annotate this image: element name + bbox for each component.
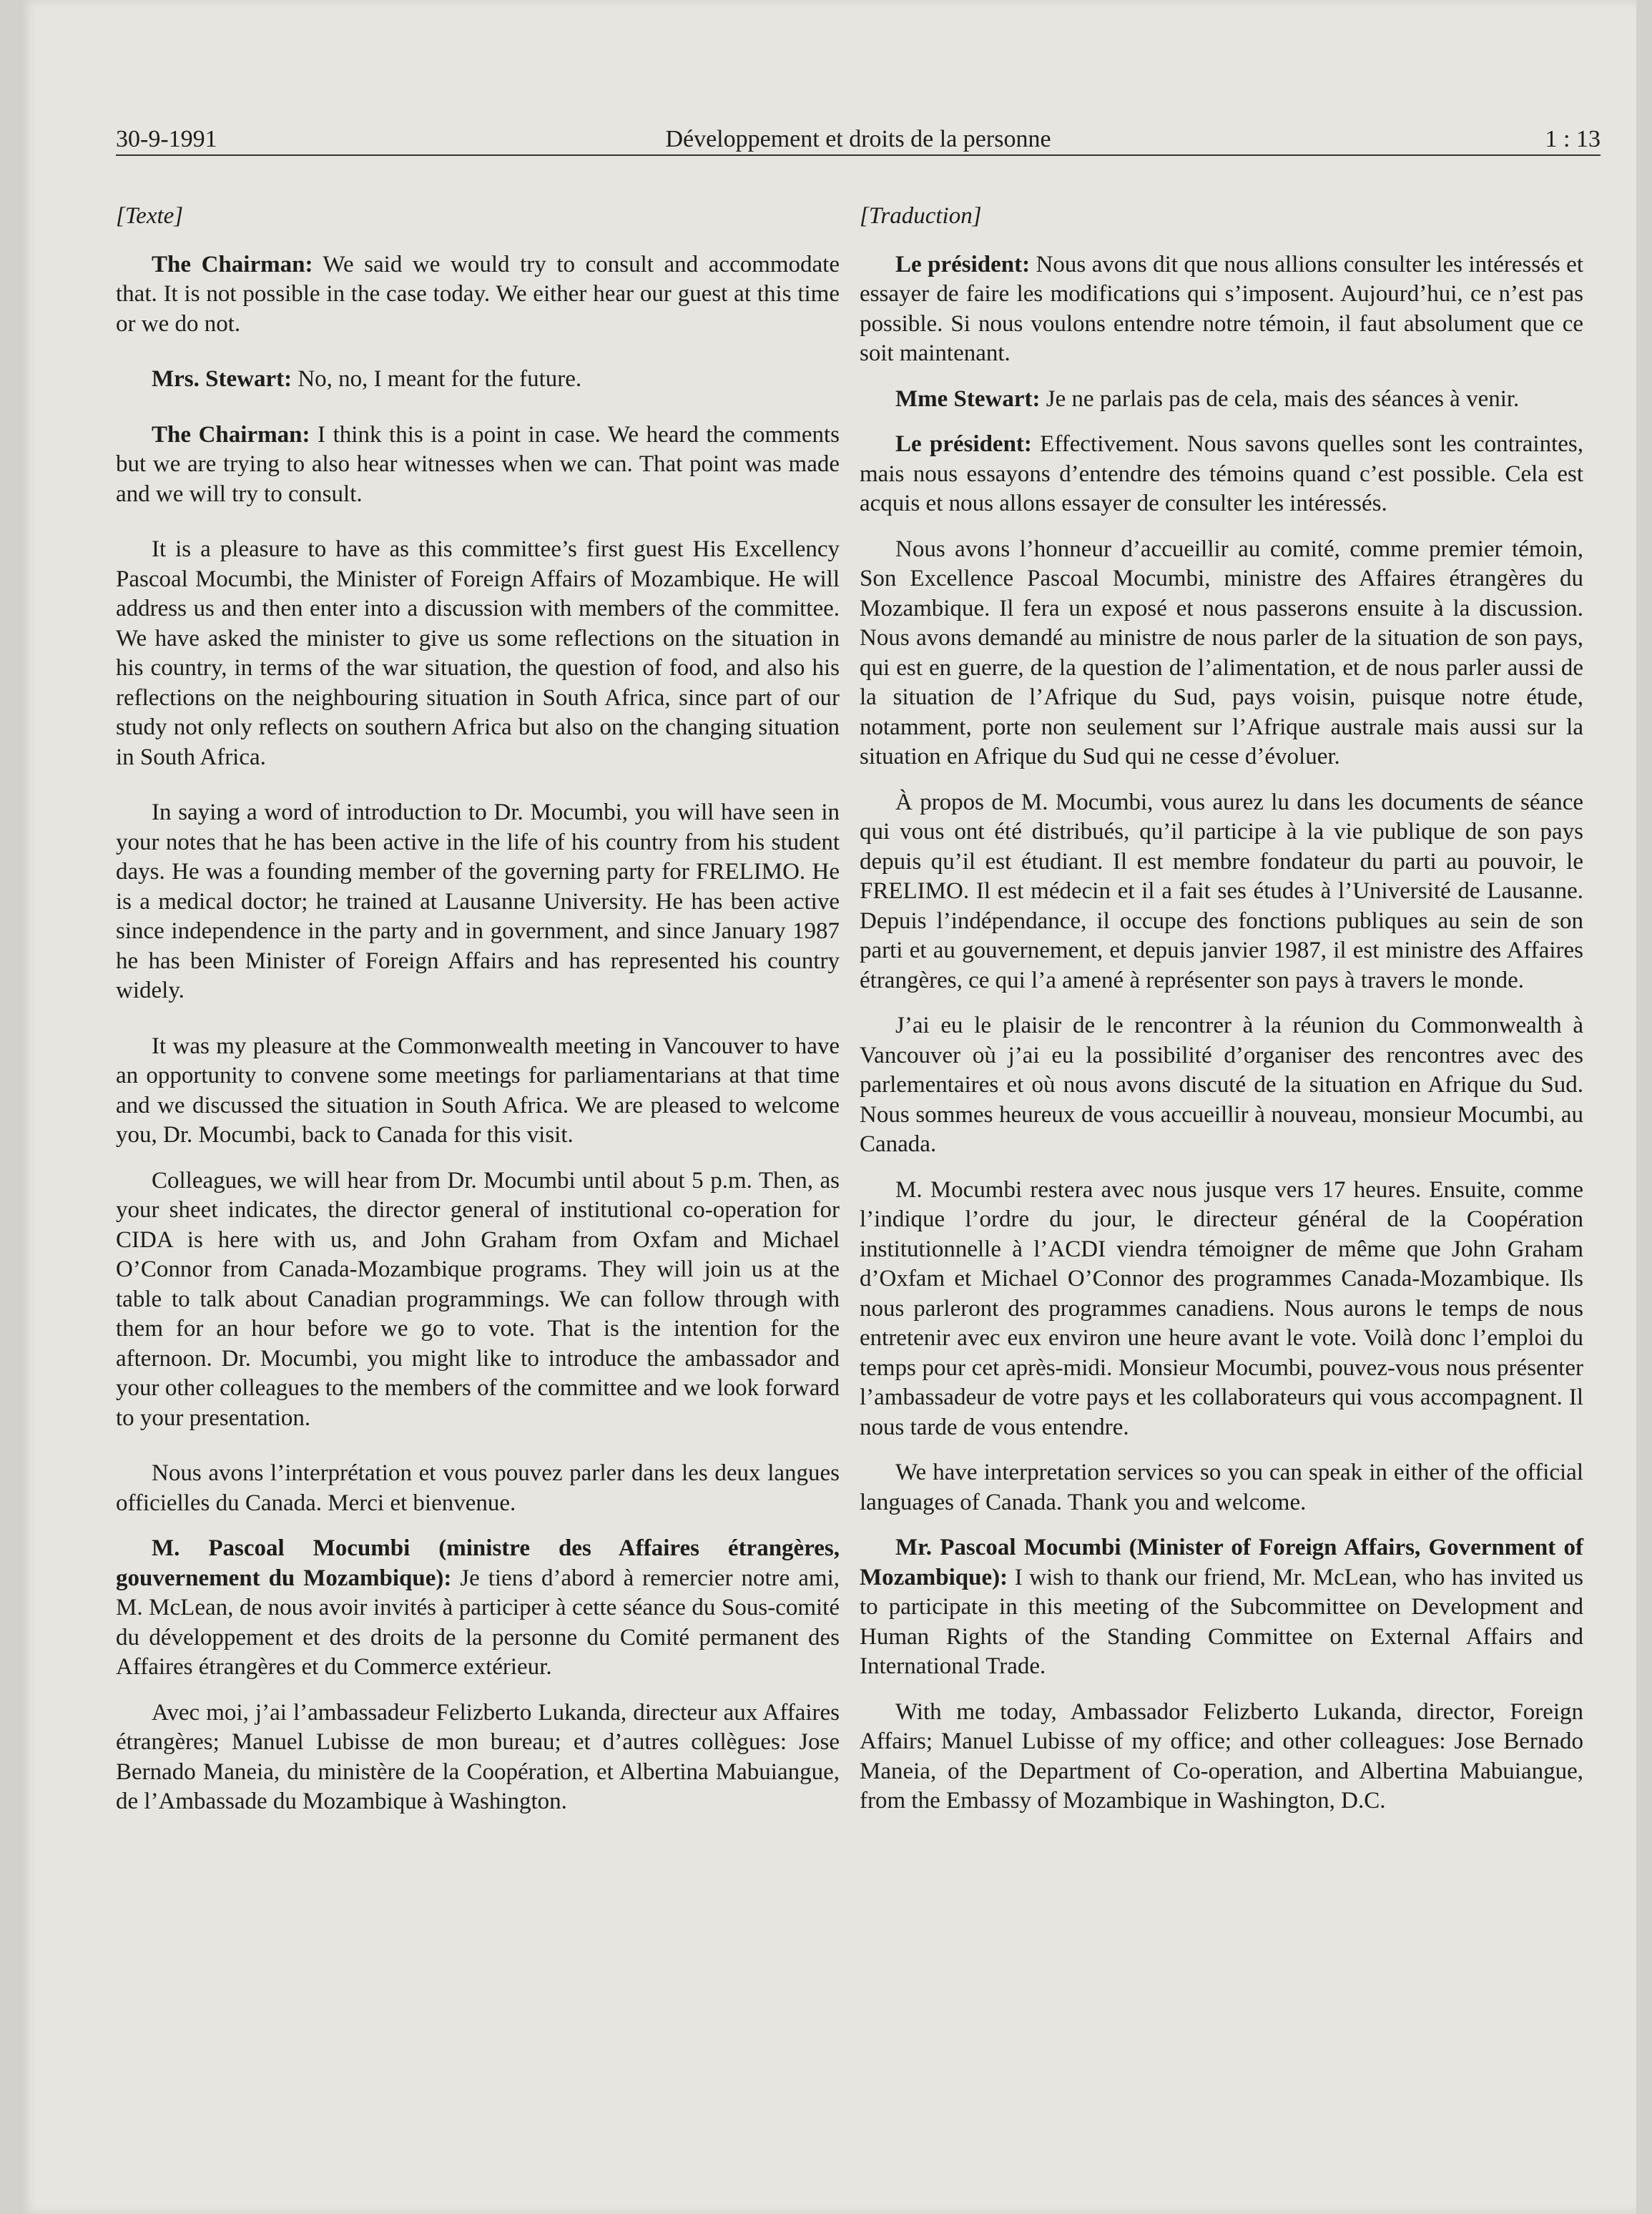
- paragraph: We have interpretation services so you can speak in either of the official languages of Canada. Thank you and welcome.: [860, 1460, 1583, 1515]
- paragraph: It is a pleasure to have as this committee’s first guest His Excellency Pascoal Mocumbi, the Minister of Foreign Affairs of Mozambique. He will address us and then enter into a discussion with members of the committee. We have asked the minister to give us some reflections on the situation in his country, in terms of the war situation, the question of food, and also his reflections on the neighbouring situation in South Africa, since part of our study not only reflects on southern Africa but also on the changing situation in South Africa.: [116, 536, 840, 770]
- speaker-name: The Chairman:: [152, 421, 310, 448]
- header-date: 30-9-1991: [116, 126, 217, 152]
- paragraph: J’ai eu le plaisir de le rencontrer à la réunion du Commonwealth à Vancouver où j’ai eu la possibilité d’organiser des rencontres avec des parlementaires et où nous avons discuté de la situation en Afrique du Sud. Nous sommes heureux de vous accueillir à nouveau, monsieur Mocumbi, au Canada.: [860, 1013, 1583, 1157]
- paragraph: [860, 385, 1583, 415]
- speaker-name: Le président:: [895, 251, 1031, 277]
- paragraph: Nous avons l’interprétation et vous pouvez parler dans les deux langues officielles du Canada. Merci et bienvenue.: [116, 1460, 840, 1516]
- header-title: Développement et droits de la personne: [665, 126, 1051, 152]
- header-page-number: 1 : 13: [1545, 126, 1601, 152]
- paragraph: M. Mocumbi restera avec nous jusque vers 17 heures. Ensuite, comme l’indique l’ordre du jour, le directeur général de la Coopération institutionnelle à l’ACDI viendra témoigner de même que John Graham d’Oxfam et Michael O’Connor des programmes Canada-Mozambique. Ils nous parleront des programmes canadiens. Nous aurons le temps de nous entretenir avec eux environ une heure avant le vote. Voilà donc l’emploi du temps pour cet après-midi. Monsieur Mocumbi, pouvez-vous nous présenter l’ambassadeur de votre pays et les collaborateurs qui vous accompagnent. Il nous tarde de vous entendre.: [860, 1176, 1583, 1440]
- paragraph: [860, 1533, 1583, 1682]
- speech-text: Je ne parlais pas de cela, mais des séances à venir.: [1040, 385, 1520, 412]
- right-column: [860, 202, 1583, 1832]
- paragraph: À propos de M. Mocumbi, vous aurez lu dans les documents de séance qui vous ont été distribués, qu’il participe à la vie publique de son pays depuis qu’il est étudiant. Il est membre fondateur du parti au pouvoir, le FRELIMO. Il est médecin et il a fait ses études à l’Université de Lausanne. Depuis l’indépendance, il occupe des fonctions publiques au sein de son parti et au gouvernement, et depuis janvier 1987, il est ministre des Affaires étrangères, ce qui l’a amené à représenter son pays à travers le monde.: [860, 789, 1583, 993]
- speech-text: I wish to thank our friend, Mr. McLean, who has invited us to participate in this meeting of the Subcommittee on Development and Human Rights of the Standing Committee on External Affairs and International Trade.: [860, 1564, 1583, 1679]
- speaker-name: The Chairman:: [152, 251, 313, 277]
- speaker-name: Mr. Pascoal Mocumbi (Minister of Foreign Affairs, Government of Mozambique):: [860, 1535, 1583, 1590]
- speaker-name: Mme Stewart:: [895, 385, 1041, 412]
- paragraph: [116, 365, 840, 395]
- paragraph: [116, 420, 840, 510]
- speaker-name: Mrs. Stewart:: [152, 366, 292, 392]
- speech-text: Effectivement. Nous savons quelles sont les contraintes, mais nous essayons d’entendre des témoins quand c’est possible. Cela est acquis et nous allons essayer de consulter les intéressés.: [860, 431, 1583, 516]
- document-page: [20, 0, 1636, 2214]
- paragraph: [116, 1534, 840, 1683]
- paragraph: Avec moi, j’ai l’ambassadeur Felizberto Lukanda, directeur aux Affaires étrangères; Manuel Lubisse de mon bureau; et d’autres collègues: Jose Bernado Maneia, du ministère de la Coopération, et Albertina Mabuiangue, de l’Ambassade du Mozambique à Washington.: [116, 1699, 840, 1814]
- speech-text: We said we would try to consult and accommodate that. It is not possible in the case today. We either hear our guest at this time or we do not.: [116, 251, 840, 337]
- paragraph: With me today, Ambassador Felizberto Lukanda, director, Foreign Affairs; Manuel Lubisse of my office; and other colleagues: Jose Bernado Maneia, of the Department of Co-operation, and Albertina Mabuiangue, from the Embassy of Mozambique in Washington, D.C.: [860, 1698, 1583, 1814]
- source-tag: [Texte]: [116, 203, 184, 229]
- speech-text: I think this is a point in case. We heard the comments but we are trying to also hear witnesses when we can. That point was made and we will try to consult.: [116, 421, 840, 507]
- speaker-name: Le président:: [895, 431, 1032, 457]
- paragraph: [860, 250, 1583, 369]
- paragraph: In saying a word of introduction to Dr. Mocumbi, you will have seen in your notes that he has been active in the life of his country from his student days. He was a founding member of the governing party for FRELIMO. He is a medical doctor; he trained at Lausanne University. He has been active since independence in the party and in government, and since January 1987 he has been Minister of Foreign Affairs and has represented his country widely.: [116, 800, 840, 1003]
- paragraph: [860, 430, 1583, 519]
- left-column: [116, 202, 840, 1833]
- page-header: [116, 114, 1601, 157]
- speech-text: Je tiens d’abord à remercier notre ami, M. McLean, de nous avoir invités à participer à cette séance du Sous-comité du développement et des droits de la personne du Comité permanent des Affaires étrangères et du Commerce extérieur.: [116, 1565, 840, 1680]
- header-rule: [116, 154, 1601, 156]
- speech-text: No, no, I meant for the future.: [292, 366, 582, 392]
- paragraph: It was my pleasure at the Commonwealth meeting in Vancouver to have an opportunity to convene some meetings for parliamentarians at that time and we discussed the situation in South Africa. We are pleased to welcome you, Dr. Mocumbi, back to Canada for this visit.: [116, 1033, 840, 1148]
- translation-tag: [Traduction]: [860, 203, 982, 229]
- paragraph: Colleagues, we will hear from Dr. Mocumbi until about 5 p.m. Then, as your sheet indicates, the director general of institutional co-operation for CIDA is here with us, and John Graham from Oxfam and Michael O’Connor from Canada-Mozambique programs. They will join us at the table to talk about Canadian programmings. We can follow through with them for an hour before we go to vote. That is the intention for the afternoon. Dr. Mocumbi, you might like to introduce the ambassador and your other colleagues to the members of the committee and we look forward to your presentation.: [116, 1167, 840, 1431]
- speaker-name: M. Pascoal Mocumbi (ministre des Affaires étrangères, gouvernement du Mozambique):: [116, 1535, 840, 1591]
- speech-text: Nous avons dit que nous allions consulter les intéressés et essayer de faire les modifications qui s’imposent. Aujourd’hui, ce n’est pas possible. Si nous voulons entendre notre témoin, il faut absolument que ce soit maintenant.: [860, 251, 1583, 366]
- paragraph: [116, 250, 840, 340]
- paragraph: Nous avons l’honneur d’accueillir au comité, comme premier témoin, Son Excellence Pascoal Mocumbi, ministre des Affaires étrangères du Mozambique. Il fera un exposé et nous passerons ensuite à la discussion. Nous avons demandé au ministre de nous parler de la situation de son pays, qui est en guerre, de la question de l’alimentation, et de nous parler aussi de la situation de l’Afrique du Sud, pays voisin, puisque notre étude, notamment, porte non seulement sur l’Afrique australe mais aussi sur la situation en Afrique du Sud qui ne cesse d’évoluer.: [860, 536, 1583, 769]
